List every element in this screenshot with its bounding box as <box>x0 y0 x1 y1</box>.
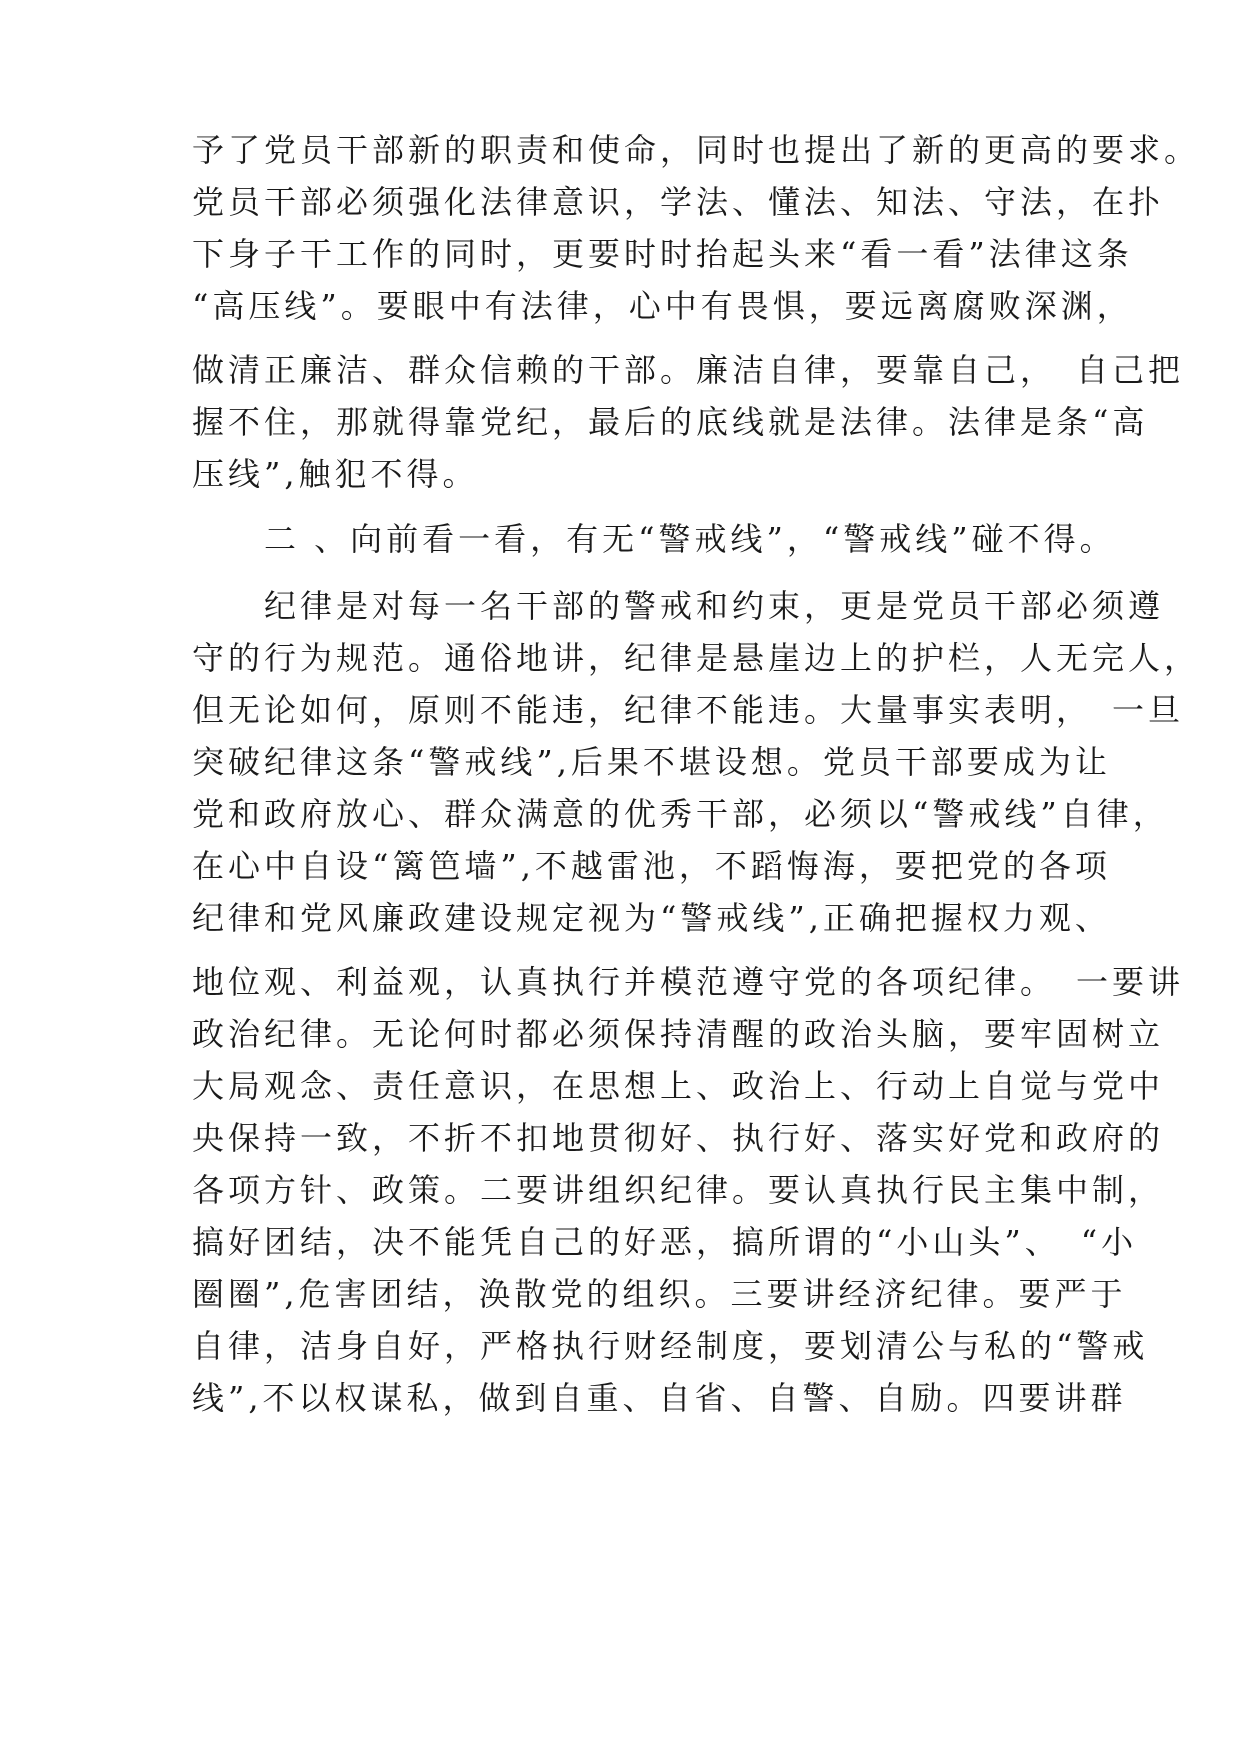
text-line-5: 做清正廉洁、群众信赖的干部。廉洁自律，要靠自己， 自己把 <box>192 351 1185 389</box>
text-line-13: 党和政府放心、群众满意的优秀干部，必须以“警戒线”自律， <box>192 795 1169 833</box>
text-line-11: 但无论如何，原则不能违，纪律不能违。大量事实表明， 一旦 <box>192 691 1185 729</box>
text-line-10: 守的行为规范。通俗地讲，纪律是悬崖边上的护栏，人无完人， <box>192 639 1201 677</box>
text-line-23: 自律，洁身自好，严格执行财经制度，要划清公与私的“警戒 <box>192 1327 1149 1365</box>
text-line-3: 下身子干工作的同时，更要时时抬起头来“看一看”法律这条 <box>192 235 1133 273</box>
text-line-20: 各项方针、政策。二要讲组织纪律。要认真执行民主集中制， <box>192 1171 1165 1209</box>
text-line-14: 在心中自设“篱笆墙”,不越雷池，不蹈悔海，要把党的各项 <box>192 847 1111 885</box>
text-line-12: 突破纪律这条“警戒线”,后果不堪设想。党员干部要成为让 <box>192 743 1111 781</box>
text-line-18: 大局观念、责任意识，在思想上、政治上、行动上自觉与党中 <box>192 1067 1165 1105</box>
text-line-19: 央保持一致，不折不扣地贯彻好、执行好、落实好党和政府的 <box>192 1119 1165 1157</box>
text-line-4: “高压线”。要眼中有法律，心中有畏惧，要远离腐败深渊， <box>192 287 1133 325</box>
text-line-17: 政治纪律。无论何时都必须保持清醒的政治头脑，要牢固树立 <box>192 1015 1165 1053</box>
section-heading-2: 二 、向前看一看，有无“警戒线”，“警戒线”碰不得。 <box>192 520 1116 558</box>
text-line-2: 党员干部必须强化法律意识，学法、懂法、知法、守法，在扑 <box>192 183 1165 221</box>
text-line-16: 地位观、利益观，认真执行并模范遵守党的各项纪律。 一要讲 <box>192 963 1185 1001</box>
text-line-6: 握不住，那就得靠党纪，最后的底线就是法律。法律是条“高 <box>192 403 1149 441</box>
text-line-24: 线”,不以权谋私，做到自重、自省、自警、自励。四要讲群 <box>192 1379 1127 1417</box>
text-line-7: 压线”,触犯不得。 <box>192 455 479 493</box>
text-line-9: 纪律是对每一名干部的警戒和约束，更是党员干部必须遵 <box>192 587 1165 625</box>
text-line-21: 搞好团结，决不能凭自己的好恶，搞所谓的“小山头”、 “小 <box>192 1223 1138 1261</box>
text-line-15: 纪律和党风廉政建设规定视为“警戒线”,正确把握权力观、 <box>192 899 1111 937</box>
text-line-22: 圈圈”,危害团结，涣散党的组织。三要讲经济纪律。要严于 <box>192 1275 1127 1313</box>
text-line-1: 予了党员干部新的职责和使命，同时也提出了新的更高的要求。 <box>192 131 1201 169</box>
